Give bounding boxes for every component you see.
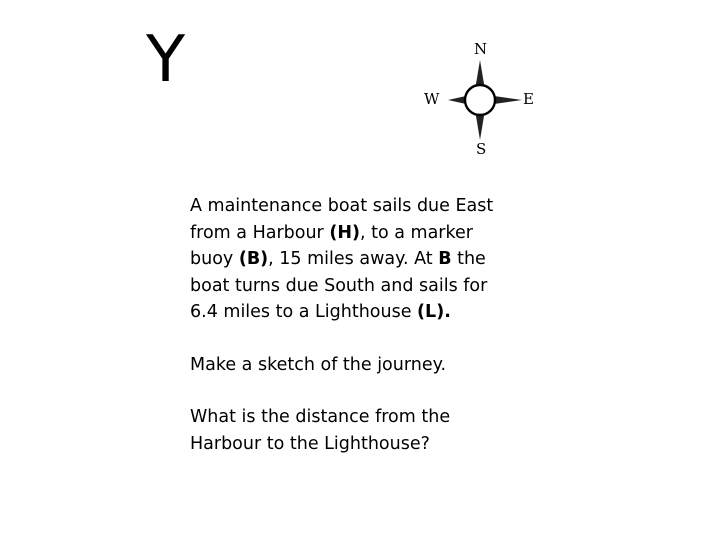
compass-west-label: W — [424, 90, 440, 108]
heading-letter: Y — [146, 23, 186, 97]
compass-ring — [465, 85, 495, 115]
compass-south-label: S — [476, 140, 487, 158]
question-line: What is the distance from the — [190, 407, 451, 427]
harbour-label: (H) — [329, 222, 360, 243]
problem-line: the — [451, 249, 486, 269]
problem-line: , to a marker — [359, 222, 473, 243]
compass-east-spike — [494, 96, 522, 104]
instruction: Make a sketch of the journey. — [190, 354, 447, 375]
question — [190, 404, 560, 457]
compass-north-spike — [476, 60, 484, 84]
buoy-letter: B — [438, 249, 452, 269]
problem-statement — [190, 193, 560, 326]
compass-south-spike — [476, 116, 484, 140]
problem-line: 6.4 miles to a Lighthouse — [190, 302, 418, 322]
compass-west-spike — [448, 96, 466, 104]
buoy-label: (B) — [238, 249, 269, 269]
problem-line: buoy — [190, 249, 239, 269]
problem-line: from a Harbour — [190, 222, 330, 243]
compass-north-label: N — [474, 40, 488, 58]
compass-east-label: E — [523, 90, 534, 108]
problem-line: , 15 miles away. At — [268, 249, 439, 269]
problem-text — [190, 193, 560, 457]
lighthouse-label: (L). — [417, 302, 451, 322]
problem-line: A maintenance boat sails due East — [190, 196, 494, 216]
problem-line: boat turns due South and sails for — [190, 275, 488, 296]
question-line: Harbour to the Lighthouse? — [190, 433, 430, 454]
